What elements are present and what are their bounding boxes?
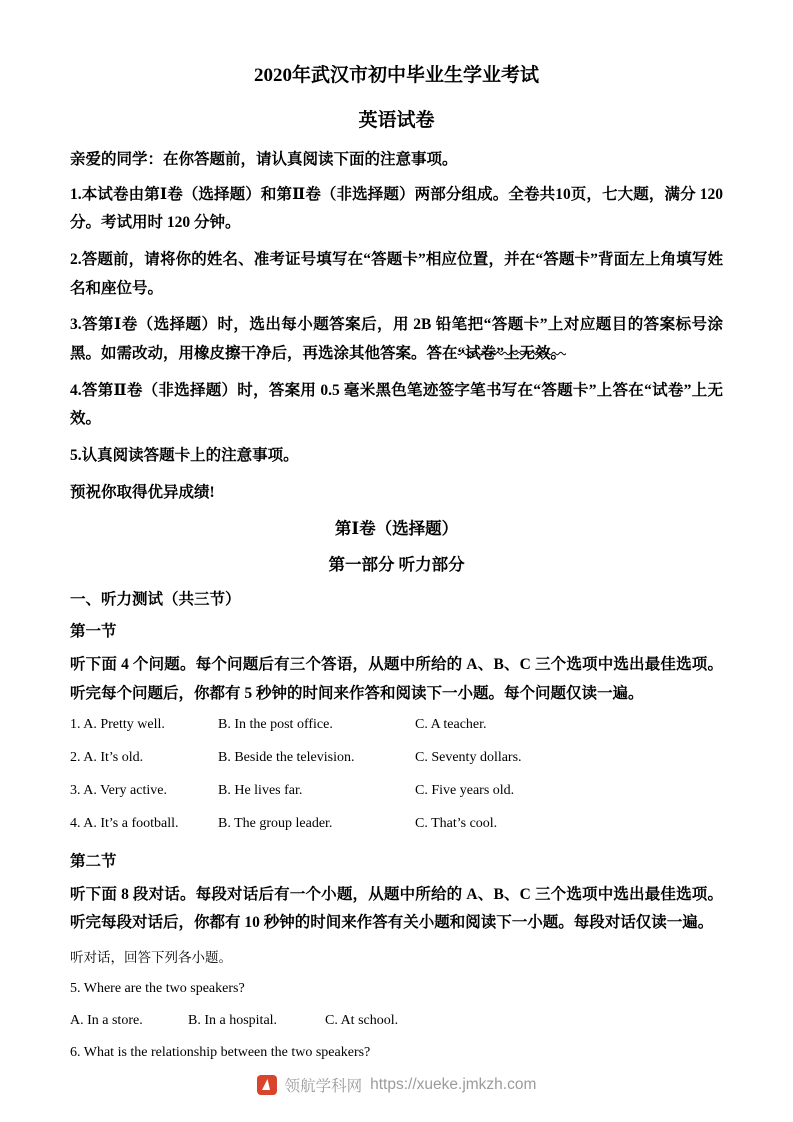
q4-option-b: B. The group leader. <box>218 815 333 831</box>
exam-title: 2020年武汉市初中毕业生学业考试 <box>253 65 539 86</box>
notice-item-3 <box>70 311 723 368</box>
q1-option-c: C. A teacher. <box>415 716 487 732</box>
listening-test-heading: 一、听力测试（共三节） <box>70 591 241 609</box>
question-row-3 <box>70 783 723 799</box>
q3-option-c: C. Five years old. <box>415 782 515 798</box>
notice-item-4: 4.答第Ⅱ卷（非选择题）时，答案用 0.5 毫米黑色笔迹签字笔书写在“答题卡”上答在“试卷”上无效。 <box>70 381 723 428</box>
section-2-instructions: 听下面 8 段对话。每段对话后有一个小题，从题中所给的 A、B、C 三个选项中选出最佳选项。听完每段对话后，你都有 10 秒钟的时间来作答有关小题和阅读下一小题。每段对话仅读一遍。 <box>70 885 723 932</box>
q4-option-a: 4. A. It’s a football. <box>70 815 179 831</box>
q5-option-b: B. In a hospital. <box>188 1013 278 1029</box>
notice-intro: 亲爱的同学：在你答题前，请认真阅读下面的注意事项。 <box>70 151 458 168</box>
q5-option-a: A. In a store. <box>70 1013 143 1029</box>
notice-item-3-strikethrough-text: “试卷”上无效。 <box>457 345 567 363</box>
question-row-4 <box>70 816 723 832</box>
site-logo-icon <box>257 1075 277 1095</box>
q1-option-b: B. In the post office. <box>218 716 333 732</box>
q2-option-a: 2. A. It’s old. <box>70 749 144 765</box>
watermark-footer <box>0 1074 793 1096</box>
watermark-url: https://xueke.jmkzh.com <box>370 1076 537 1093</box>
question-6-stem: 6. What is the relationship between the two speakers? <box>70 1045 371 1061</box>
question-row-2 <box>70 750 723 766</box>
notice-item-1: 1.本试卷由第Ⅰ卷（选择题）和第Ⅱ卷（非选择题）两部分组成。全卷共10页，七大题，满分 120 分。考试用时 120 分钟。 <box>70 185 723 232</box>
q2-option-c: C. Seventy dollars. <box>415 749 522 765</box>
good-luck-line: 预祝你取得优异成绩! <box>70 483 215 501</box>
notice-item-2: 2.答题前，请将你的姓名、准考证号填写在“答题卡”相应位置，并在“答题卡”背面左上角填写姓名和座位号。 <box>70 251 723 297</box>
question-row-5 <box>70 1013 723 1029</box>
q5-option-c: C. At school. <box>325 1013 399 1029</box>
exam-subtitle: 英语试卷 <box>358 110 435 131</box>
q3-option-a: 3. A. Very active. <box>70 782 167 798</box>
notice-item-3-text: 3.答第Ⅰ卷（选择题）时，选出每小题答案后，用 2B 铅笔把“答题卡”上对应题目的答案标号涂黑。如需改动，用橡皮擦干净后，再选涂其他答案。答在 <box>70 316 723 363</box>
section-1-instructions: 听下面 4 个问题。每个问题后有三个答语，从题中所给的 A、B、C 三个选项中选出最佳选项。听完每个问题后，你都有 5 秒钟的时间来作答和阅读下一小题。每个问题仅读一遍。 <box>70 656 723 703</box>
section-1-label: 第一节 <box>70 623 117 641</box>
question-5-stem: 5. Where are the two speakers? <box>70 981 245 997</box>
q1-option-a: 1. A. Pretty well. <box>70 716 165 732</box>
section-2-label: 第二节 <box>70 852 117 870</box>
question-row-1 <box>70 717 723 733</box>
q3-option-b: B. He lives far. <box>218 782 303 798</box>
q4-option-c: C. That’s cool. <box>415 815 498 831</box>
part-1-listening-heading: 第一部分 听力部分 <box>328 555 465 575</box>
q2-option-b: B. Beside the television. <box>218 749 355 765</box>
notice-item-5: 5.认真阅读答题卡上的注意事项。 <box>70 447 299 465</box>
volume-1-heading: 第Ⅰ卷（选择题） <box>334 519 459 539</box>
dialogue-hint: 听对话，回答下列各小题。 <box>70 950 232 966</box>
watermark-site-name: 领航学科网 <box>284 1078 363 1095</box>
